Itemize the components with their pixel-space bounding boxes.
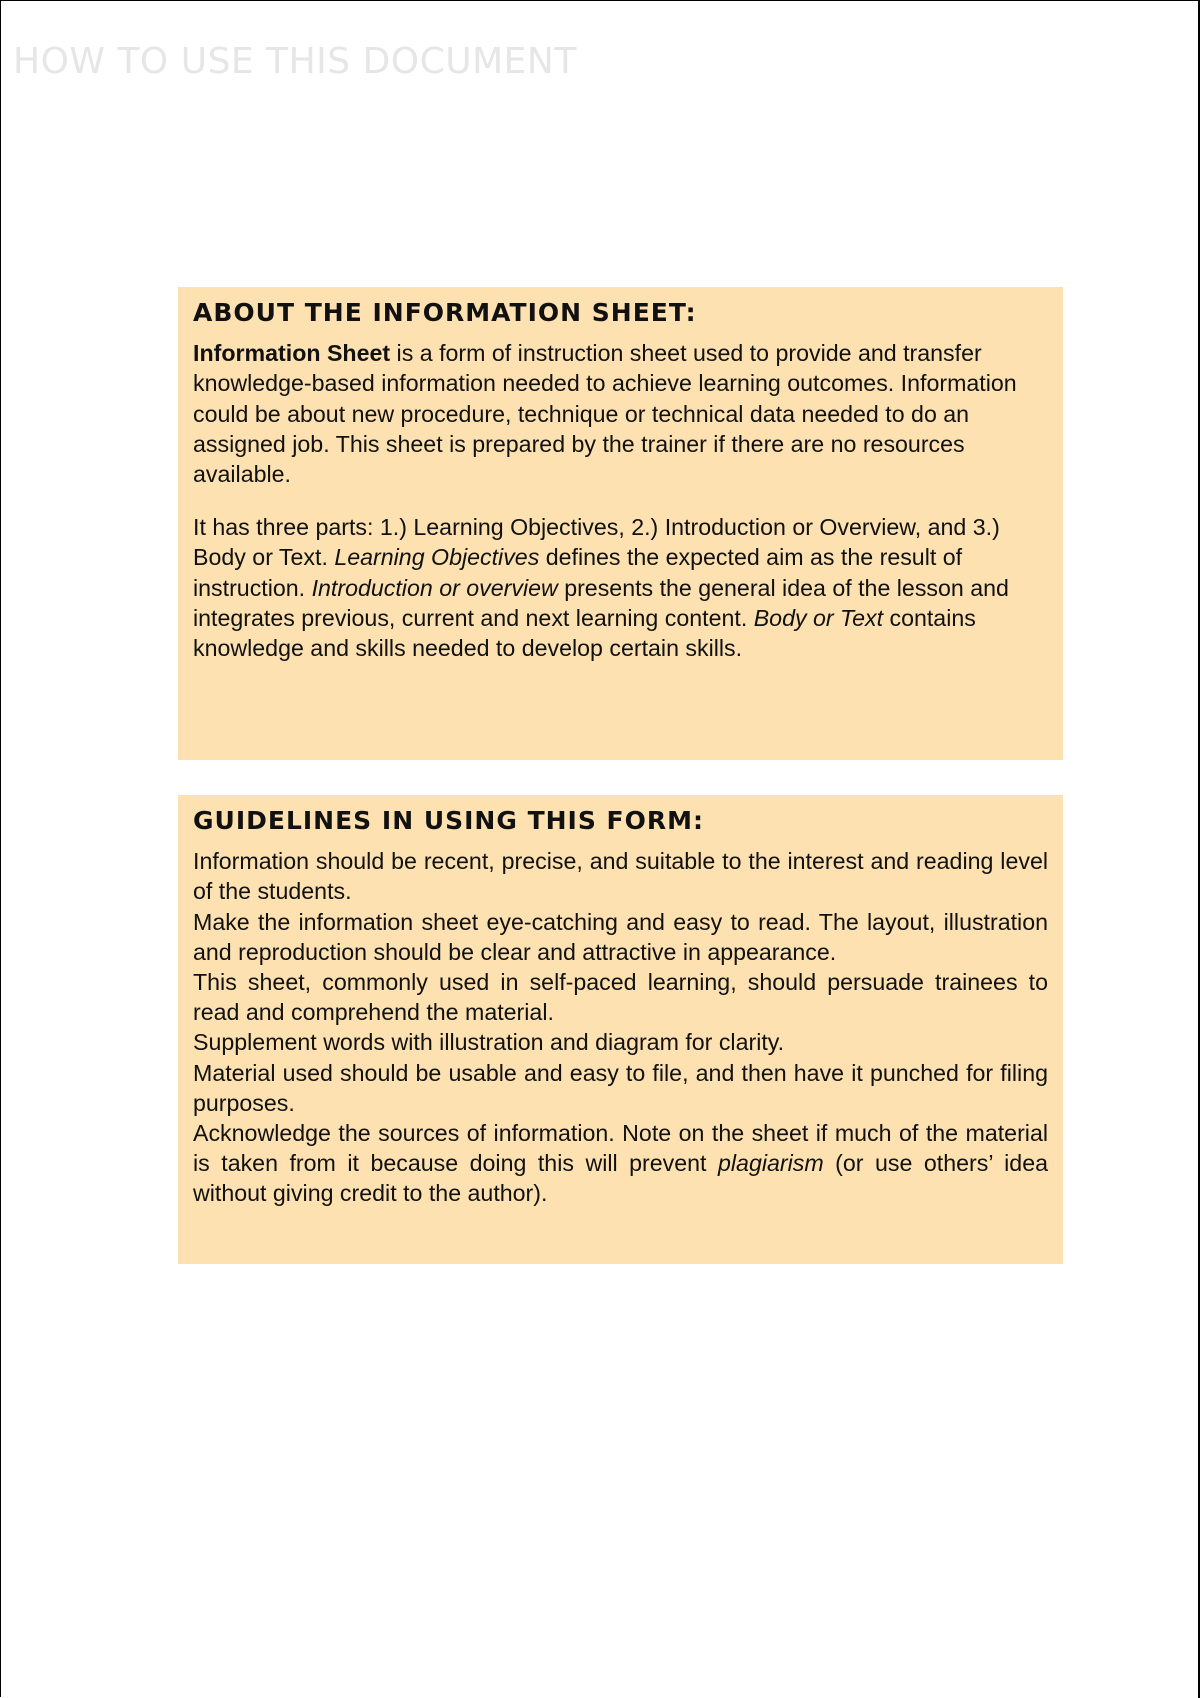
about-term-body: Body or Text — [753, 604, 884, 631]
guidelines-section-title: GUIDELINES IN USING THIS FORM: — [193, 806, 705, 835]
about-information-sheet-box — [178, 287, 1063, 760]
about-p2-text-a: It has three parts: 1.) Learning Objectives, 2.) Introduction or Overview, and 3.) Body or Text. — [193, 514, 1000, 571]
about-term-introduction: Introduction or overview — [311, 574, 558, 601]
guideline-last-text-b: (or use others’ idea without giving credit to the author). — [193, 1150, 1048, 1207]
guideline-item-acknowledge — [193, 1118, 1048, 1209]
guideline-item: Information should be recent, precise, and suitable to the interest and reading level of the students. — [193, 848, 1048, 905]
about-p2-text-b: defines the expected aim as the result of instruction. — [193, 544, 963, 601]
about-paragraph-1 — [193, 338, 1048, 489]
about-term-learning-objectives: Learning Objectives — [334, 544, 540, 571]
about-term-information-sheet: Information Sheet — [193, 340, 391, 367]
about-p2-text-d: contains knowledge and skills needed to develop certain skills. — [193, 604, 976, 662]
guideline-item: Supplement words with illustration and diagram for clarity. — [193, 1029, 785, 1056]
about-p2-text-c: presents the general idea of the lesson and integrates previous, current and next learning content. — [193, 574, 1009, 631]
guidelines-box — [178, 795, 1063, 1264]
guideline-item: Make the information sheet eye-catching and easy to read. The layout, illustration and reproduction should be clear and attractive in appearance. — [193, 908, 1048, 965]
about-p1-text: is a form of instruction sheet used to provide and transfer knowledge-based information needed to achieve learning outcomes. Information could be about new procedure, technique or technical data needed to do an assigned job. This sheet is prepared by the trainer if there are no resources available. — [193, 340, 1017, 488]
about-section-title: ABOUT THE INFORMATION SHEET: — [193, 298, 697, 327]
guideline-item: This sheet, commonly used in self-paced learning, should persuade trainees to read and comprehend the material. — [193, 969, 1048, 1026]
guideline-item: Material used should be usable and easy to file, and then have it punched for filing purposes. — [193, 1059, 1048, 1116]
guideline-last-text-a: Acknowledge the sources of information. Note on the sheet if much of the material is taken from it because doing this will prevent — [193, 1120, 1048, 1177]
about-paragraph-2 — [193, 512, 1048, 663]
watermark-title: HOW TO USE THIS DOCUMENT — [13, 41, 577, 82]
term-plagiarism: plagiarism — [718, 1150, 824, 1177]
